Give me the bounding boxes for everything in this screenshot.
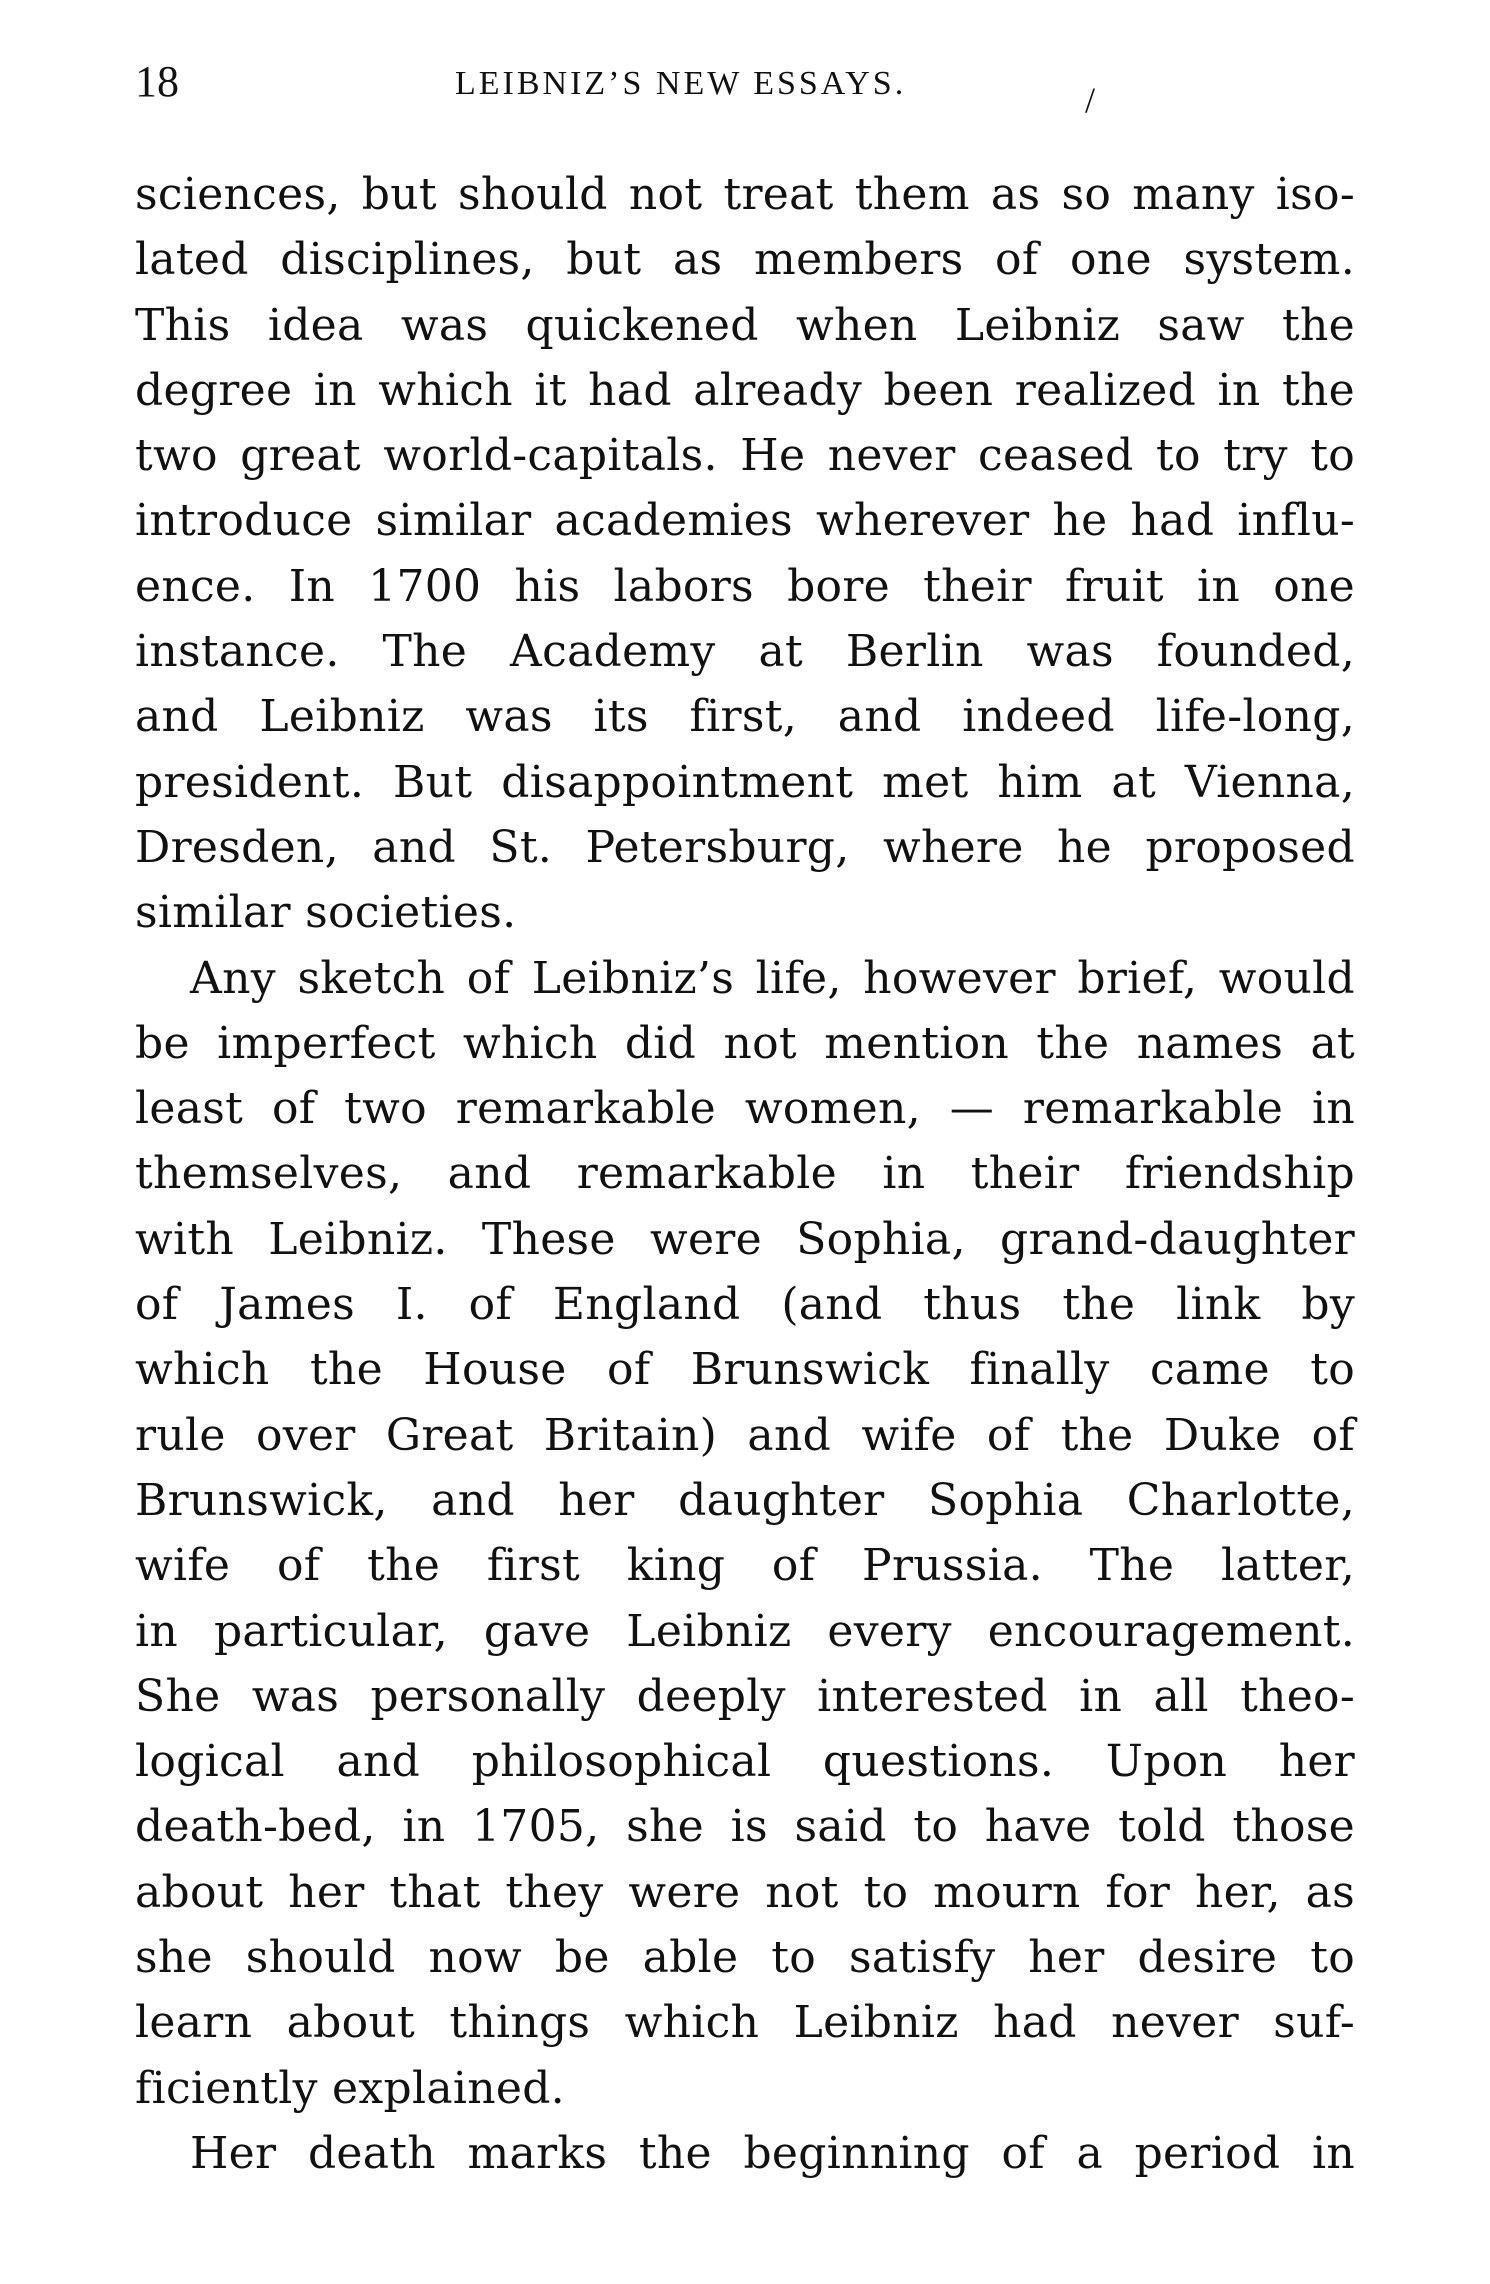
text-line: degree in which it had already been realized in the <box>135 364 1355 416</box>
text-line: This idea was quickened when Leibniz saw the <box>135 299 1355 351</box>
paragraph-3 <box>135 2121 1355 2186</box>
text-line: wife of the first king of Prussia. The latter, <box>135 1540 1355 1592</box>
text-line: ence. In 1700 his labors bore their fruit in one <box>135 560 1355 612</box>
text-line: She was personally deeply interested in all theo- <box>135 1670 1355 1722</box>
text-line: Brunswick, and her daughter Sophia Charlotte, <box>135 1474 1355 1526</box>
text-line: Any sketch of Leibniz’s life, however brief, would <box>190 952 1355 1004</box>
text-line: death-bed, in 1705, she is said to have told those <box>135 1801 1355 1853</box>
paragraph-1 <box>135 162 1355 946</box>
text-line: similar societies. <box>135 887 517 939</box>
paragraph-2 <box>135 946 1355 2121</box>
text-line: logical and philosophical questions. Upon her <box>135 1736 1355 1788</box>
text-line: in particular, gave Leibniz every encouragement. <box>135 1605 1355 1657</box>
text-line: ficiently explained. <box>135 2062 565 2114</box>
text-line: instance. The Academy at Berlin was founded, <box>135 626 1355 678</box>
text-line: which the House of Brunswick finally came to <box>135 1344 1355 1396</box>
body-text <box>135 162 1355 2186</box>
text-line: president. But disappointment met him at Vienna, <box>135 756 1355 808</box>
text-line: introduce similar academies wherever he had influ- <box>135 495 1355 547</box>
text-line: about her that they were not to mourn for her, as <box>135 1866 1355 1918</box>
text-line: least of two remarkable women, — remarkable in <box>135 1083 1355 1135</box>
text-line: sciences, but should not treat them as so many iso- <box>135 169 1355 220</box>
book-page <box>135 52 1355 2186</box>
text-line: two great world-capitals. He never ceased to try to <box>135 430 1355 482</box>
text-line: Dresden, and St. Petersburg, where he proposed <box>135 821 1355 873</box>
text-line: with Leibniz. These were Sophia, grand-daughter <box>135 1213 1355 1265</box>
text-line: themselves, and remarkable in their friendship <box>135 1148 1355 1200</box>
text-line: she should now be able to satisfy her desire to <box>135 1932 1355 1984</box>
stray-mark: / <box>1085 80 1096 120</box>
text-line: and Leibniz was its first, and indeed life-long, <box>135 691 1355 743</box>
page-number: 18 <box>135 57 179 106</box>
text-line: Her death marks the beginning of a period in <box>190 2127 1355 2179</box>
running-title: LEIBNIZ’S NEW ESSAYS. <box>455 65 907 102</box>
running-head <box>135 52 1355 122</box>
text-line: rule over Great Britain) and wife of the Duke of <box>135 1409 1355 1461</box>
text-line: of James I. of England (and thus the link by <box>135 1279 1355 1331</box>
text-line: learn about things which Leibniz had never suf- <box>135 1997 1355 2049</box>
text-line: be imperfect which did not mention the names at <box>135 1017 1355 1069</box>
text-line: lated disciplines, but as members of one system. <box>135 234 1355 286</box>
